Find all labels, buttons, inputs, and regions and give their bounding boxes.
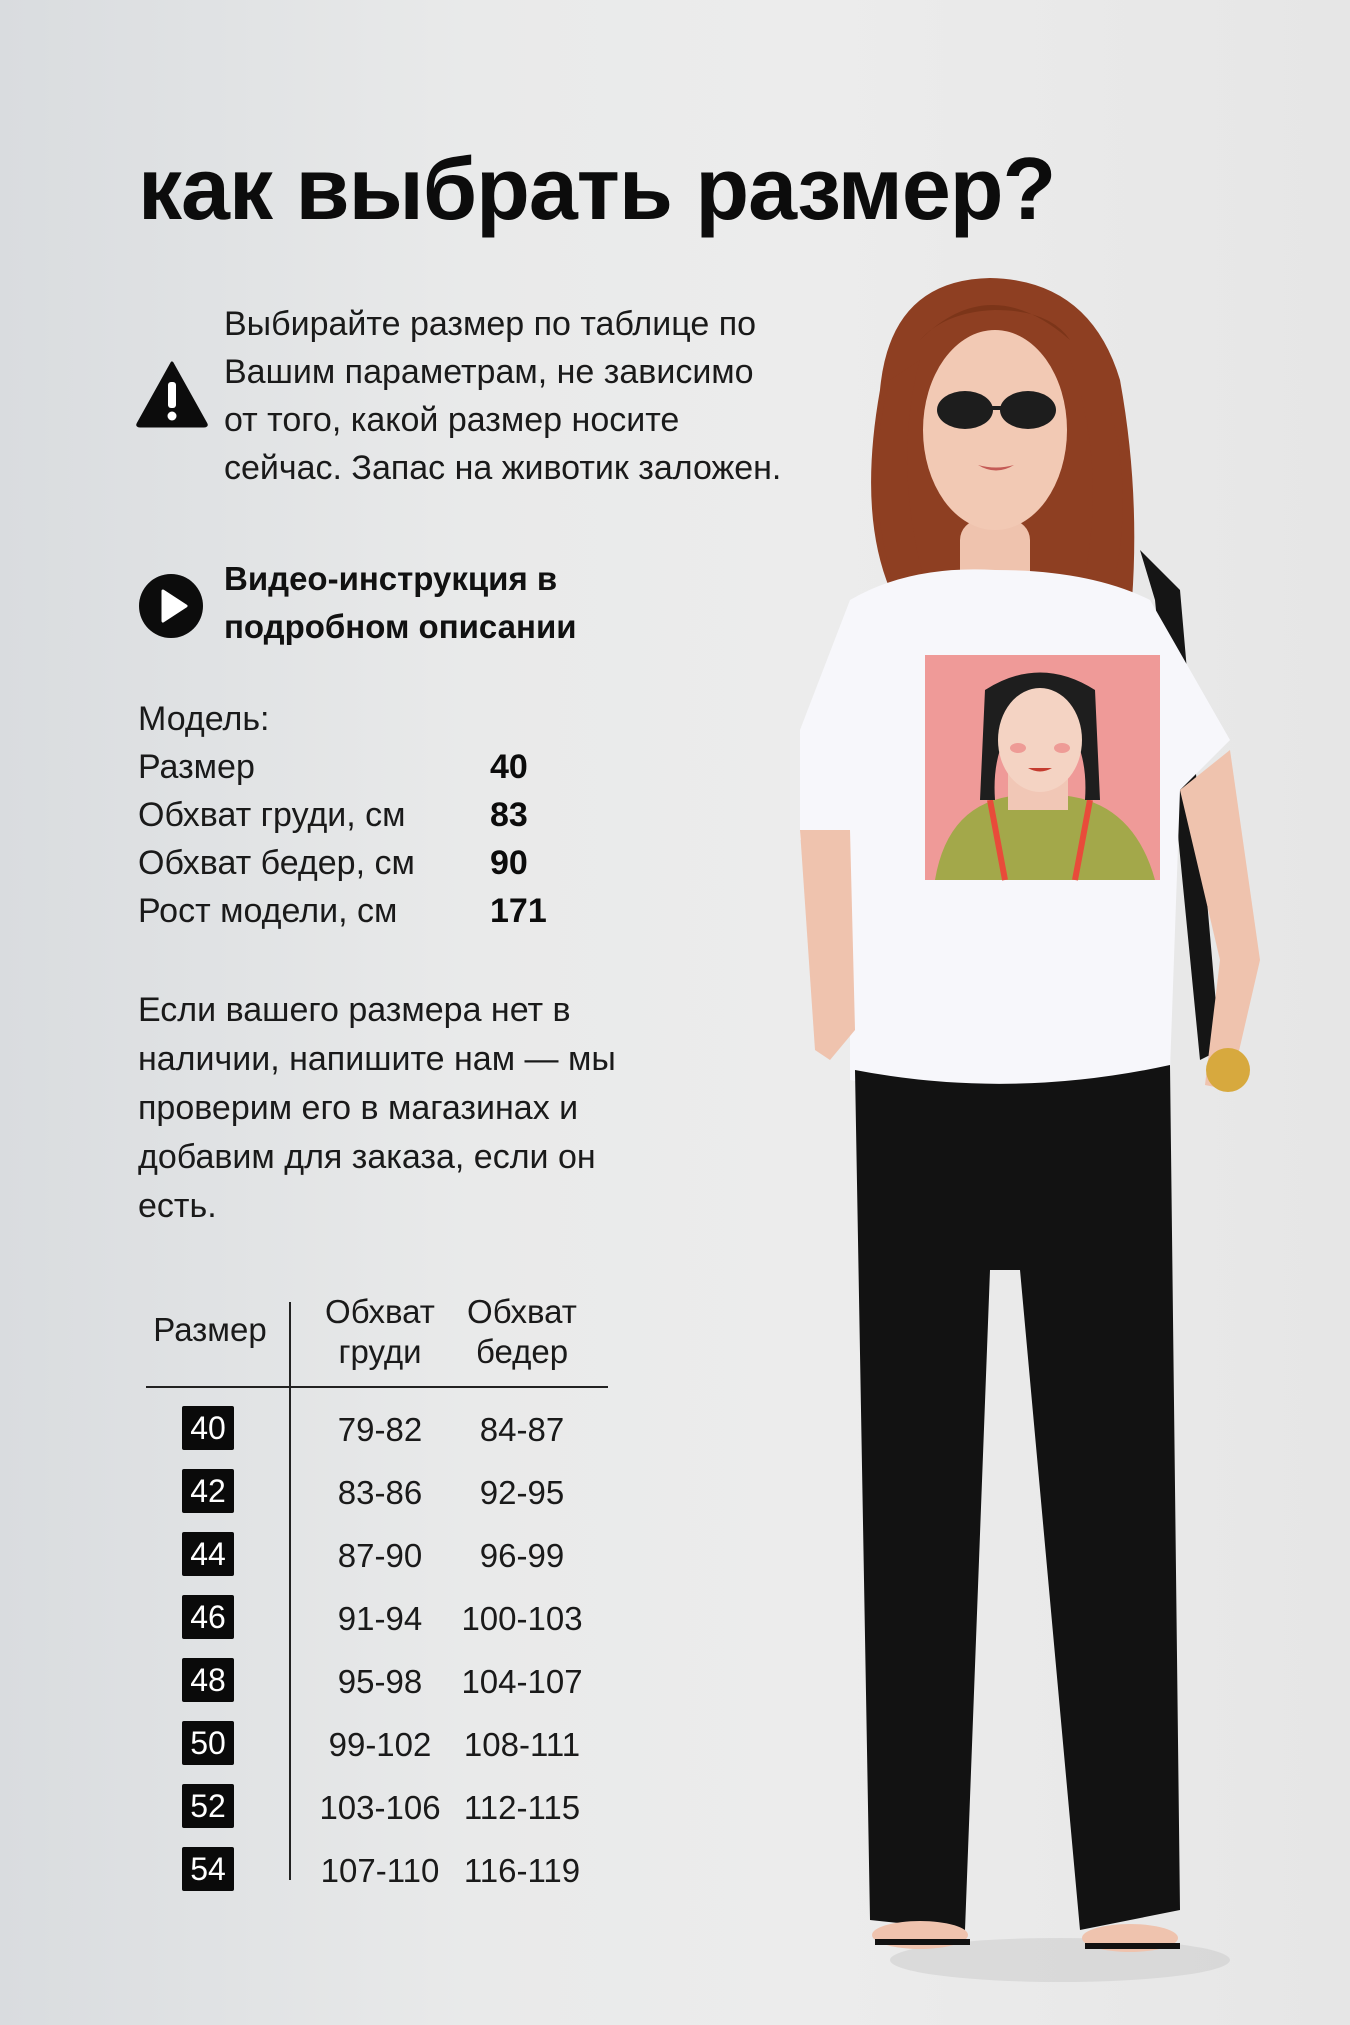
chest-range: 99-102 bbox=[328, 1726, 432, 1763]
availability-line: Если вашего размера нет в bbox=[138, 991, 571, 1029]
hips-range: 108-111 bbox=[463, 1726, 581, 1763]
table-row bbox=[140, 1595, 620, 1643]
header-size: Размер bbox=[153, 1311, 267, 1348]
model-param-row bbox=[138, 887, 598, 935]
chest-range: 79-82 bbox=[337, 1411, 423, 1448]
availability-note bbox=[138, 986, 698, 1231]
hips-range: 116-119 bbox=[463, 1852, 581, 1889]
model-photo-image bbox=[760, 270, 1350, 2025]
hips-range: 84-87 bbox=[479, 1411, 565, 1448]
hips-range: 100-103 bbox=[461, 1600, 583, 1637]
note-line: Вашим параметрам, не зависимо bbox=[224, 353, 754, 391]
header-hips-line: Обхват bbox=[467, 1293, 577, 1330]
chest-range: 95-98 bbox=[337, 1663, 423, 1700]
header-hips bbox=[452, 1292, 592, 1372]
note-line: сейчас. Запас на животик заложен. bbox=[224, 449, 782, 487]
play-icon[interactable] bbox=[138, 573, 204, 639]
chest-range: 103-106 bbox=[319, 1789, 441, 1826]
size-badge: 42 bbox=[182, 1469, 234, 1513]
table-row bbox=[140, 1532, 620, 1580]
model-param-value: 83 bbox=[490, 796, 528, 834]
model-param-label: Обхват груди, см bbox=[138, 796, 406, 834]
table-row bbox=[140, 1784, 620, 1832]
warning-icon bbox=[136, 360, 208, 428]
hips-range: 104-107 bbox=[461, 1663, 583, 1700]
header-chest-line: Обхват bbox=[325, 1293, 435, 1330]
video-line: Видео-инструкция в bbox=[224, 560, 558, 597]
table-row bbox=[140, 1406, 620, 1454]
model-param-label: Размер bbox=[138, 748, 255, 786]
table-header-divider bbox=[146, 1386, 608, 1388]
note-line: от того, какой размер носите bbox=[224, 401, 680, 439]
size-badge: 48 bbox=[182, 1658, 234, 1702]
hips-range: 112-115 bbox=[463, 1789, 581, 1826]
model-param-value: 90 bbox=[490, 844, 528, 882]
size-badge: 40 bbox=[182, 1406, 234, 1450]
model-param-row bbox=[138, 839, 598, 887]
chest-range: 107-110 bbox=[320, 1852, 440, 1889]
model-param-label: Рост модели, см bbox=[138, 892, 398, 930]
model-param-label: Обхват бедер, см bbox=[138, 844, 415, 882]
model-parameters bbox=[138, 695, 598, 935]
size-badge: 52 bbox=[182, 1784, 234, 1828]
video-line: подробном описании bbox=[224, 608, 577, 645]
size-badge: 50 bbox=[182, 1721, 234, 1765]
table-row bbox=[140, 1469, 620, 1517]
chest-range: 91-94 bbox=[337, 1600, 423, 1637]
size-badge: 44 bbox=[182, 1532, 234, 1576]
hips-range: 96-99 bbox=[479, 1537, 565, 1574]
size-badge: 54 bbox=[182, 1847, 234, 1891]
model-param-row bbox=[138, 791, 598, 839]
note-line: Выбирайте размер по таблице по bbox=[224, 305, 757, 343]
model-heading: Модель: bbox=[138, 700, 270, 738]
availability-line: наличии, напишите нам — мы bbox=[138, 1040, 616, 1078]
size-badge: 46 bbox=[182, 1595, 234, 1639]
model-param-value: 40 bbox=[490, 748, 528, 786]
page-title: как выбрать размер? bbox=[138, 139, 1056, 238]
header-chest bbox=[310, 1292, 450, 1372]
table-row bbox=[140, 1847, 620, 1895]
size-chart-table bbox=[140, 1292, 620, 1892]
header-hips-line: бедер bbox=[475, 1333, 569, 1370]
availability-line: добавим для заказа, если он bbox=[138, 1138, 596, 1176]
header-chest-line: груди bbox=[338, 1333, 422, 1370]
chest-range: 87-90 bbox=[337, 1537, 423, 1574]
availability-line: есть. bbox=[138, 1187, 217, 1225]
table-row bbox=[140, 1721, 620, 1769]
model-param-row bbox=[138, 743, 598, 791]
video-instruction-text bbox=[224, 555, 724, 651]
availability-line: проверим его в магазинах и bbox=[138, 1089, 579, 1127]
model-param-value: 171 bbox=[490, 892, 547, 930]
hips-range: 92-95 bbox=[479, 1474, 565, 1511]
table-row bbox=[140, 1658, 620, 1706]
chest-range: 83-86 bbox=[337, 1474, 423, 1511]
